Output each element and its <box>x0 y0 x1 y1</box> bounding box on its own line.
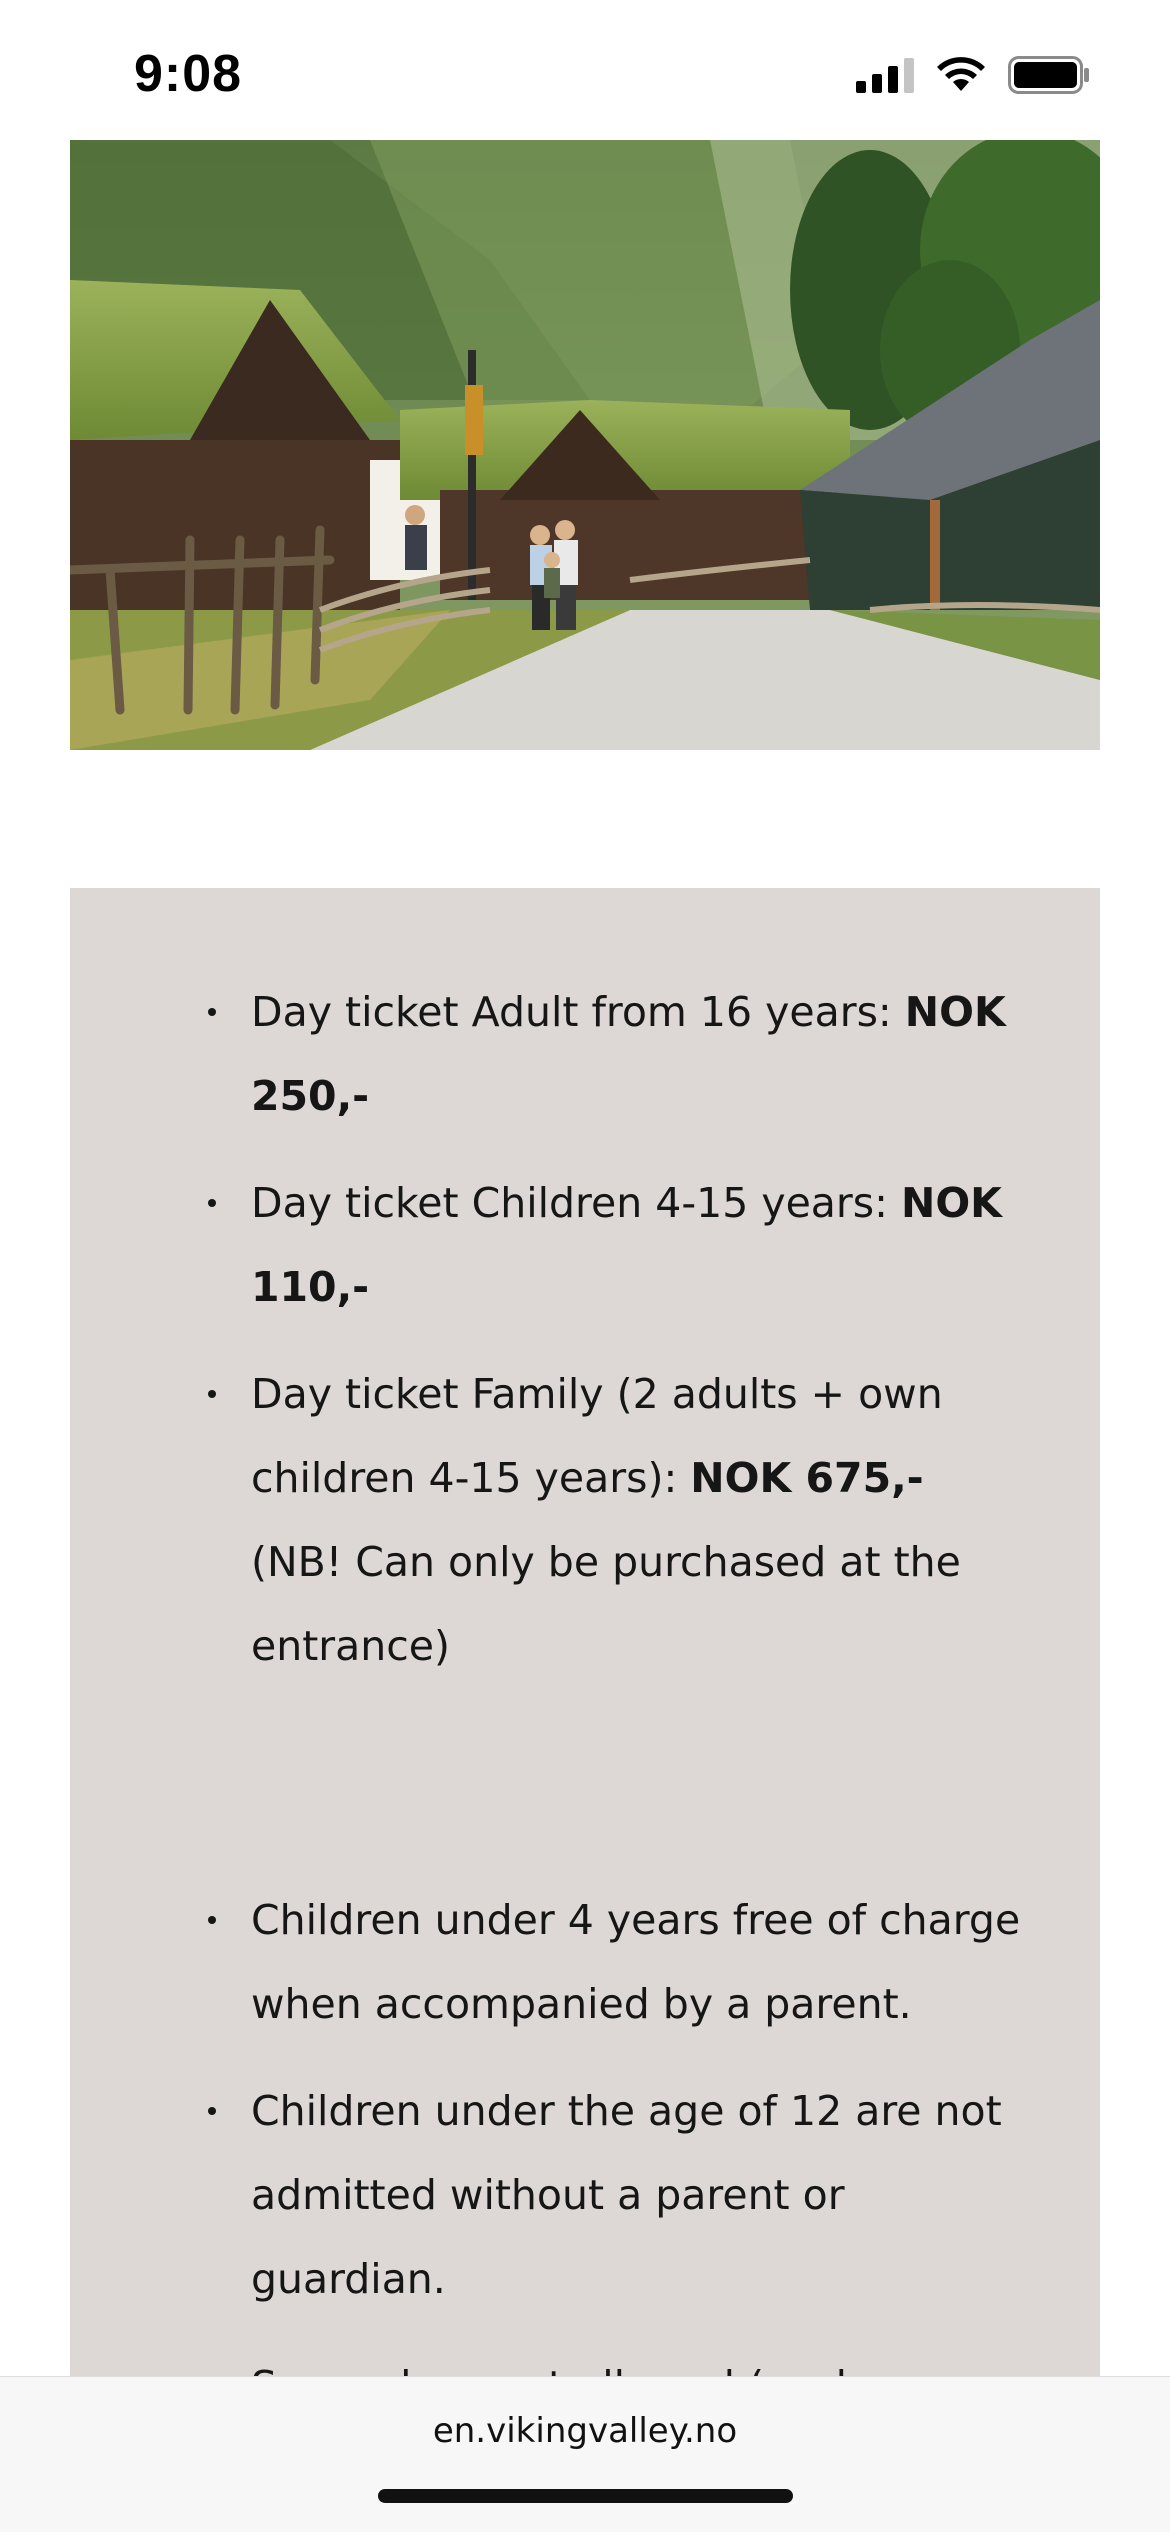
ticket-price: NOK 675,- <box>690 1454 924 1502</box>
ticket-label: Day ticket Children 4-15 years: <box>251 1179 901 1227</box>
ticket-label: Day ticket Adult from 16 years: <box>251 988 905 1036</box>
ticket-price-list <box>70 970 1100 2535</box>
wifi-icon <box>936 57 986 93</box>
status-bar <box>0 0 1170 140</box>
viking-village-photo <box>70 140 1100 750</box>
hero-image <box>70 140 1100 750</box>
list-item <box>70 1161 1100 1329</box>
list-item <box>70 970 1100 1138</box>
battery-icon <box>1008 56 1090 94</box>
status-time: 9:08 <box>134 45 243 103</box>
ticket-price: NOK 110,- <box>251 1179 1002 1311</box>
cellular-signal-icon <box>856 57 914 93</box>
list-item <box>70 1878 1100 2046</box>
status-icons <box>856 56 1090 94</box>
url-text[interactable]: en.vikingvalley.no <box>432 2411 738 2451</box>
rule-text: Children under the age of 12 are not admitted without a parent or guardian. <box>251 2087 1002 2303</box>
rule-text: Children under 4 years free of charge when accompanied by a parent. <box>251 1896 1021 2028</box>
browser-address-bar[interactable] <box>0 2376 1170 2532</box>
home-indicator[interactable] <box>378 2489 793 2503</box>
ticket-price: NOK 250,- <box>251 988 1006 1120</box>
ticket-note: (NB! Can only be purchased at the entrance) <box>251 1538 961 1670</box>
list-item <box>70 2069 1100 2321</box>
list-item <box>70 1352 1100 1688</box>
ticket-info-panel <box>70 888 1100 2388</box>
ticket-label: Day ticket Family (2 adults + own children 4-15 years): <box>251 1370 943 1502</box>
